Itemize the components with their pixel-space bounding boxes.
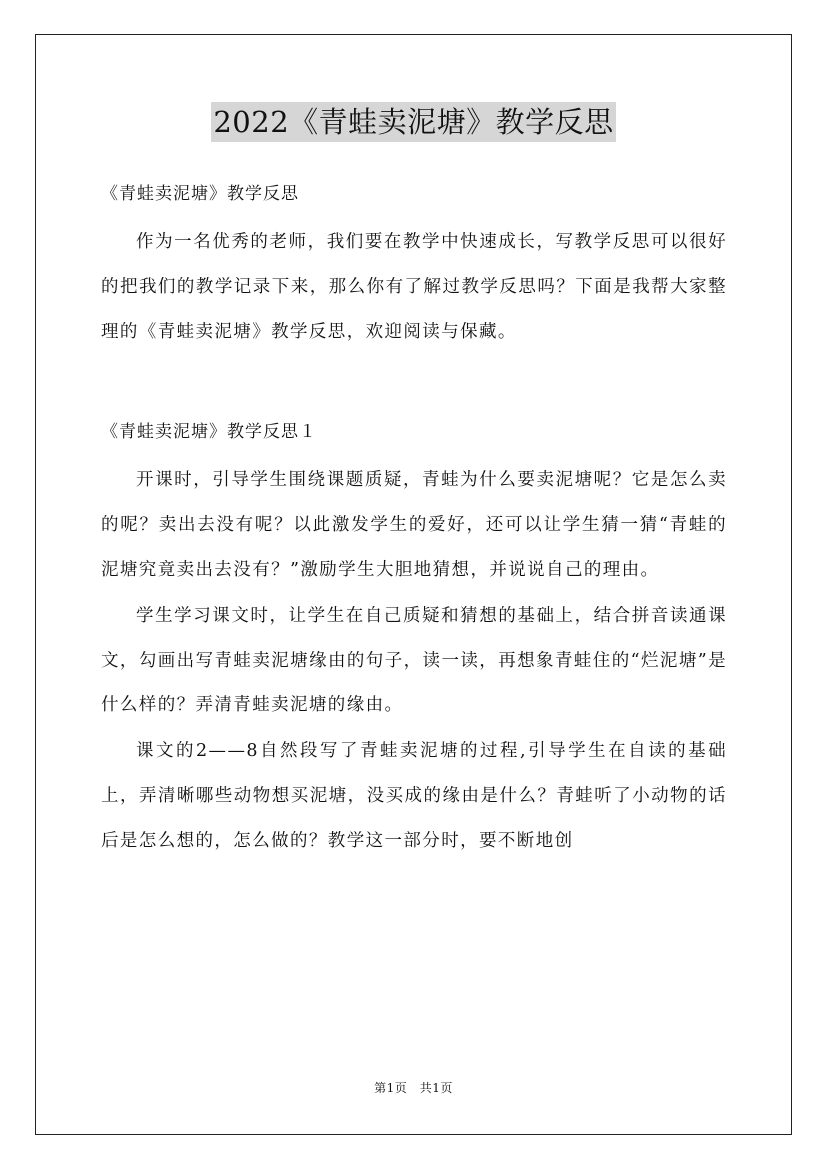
document-body: [101, 172, 727, 864]
intro-paragraph: 作为一名优秀的老师，我们要在教学中快速成长，写教学反思可以很好的把我们的教学记录下来，那么你有了解过教学反思吗？下面是我帮大家整理的《青蛙卖泥塘》教学反思，欢迎阅读与保藏。: [101, 232, 727, 342]
body-paragraph-2: 学生学习课文时，让学生在自己质疑和猜想的基础上，结合拼音读通课文，勾画出写青蛙卖泥塘缘由的句子，读一读，再想象青蛙住的“烂泥塘”是什么样的？弄清青蛙卖泥塘的缘由。: [101, 605, 727, 716]
page-footer: 第1页 共1页: [374, 1081, 453, 1095]
document-title: 2022《青蛙卖泥塘》教学反思: [211, 102, 615, 142]
section-heading: 《青蛙卖泥塘》教学反思１: [101, 422, 317, 443]
body-paragraph-1: 开课时，引导学生围绕课题质疑，青蛙为什么要卖泥塘呢？它是怎么卖的呢？卖出去没有呢？以此激发学生的爱好，还可以让学生猜一猜“青蛙的泥塘究竟卖出去没有？”激励学生大胆地猜想，并说说自己的理由。: [101, 470, 727, 580]
subheading: 《青蛙卖泥塘》教学反思: [101, 184, 299, 204]
body-paragraph-3: 课文的2——8自然段写了青蛙卖泥塘的过程,引导学生在自读的基础上，弄清晰哪些动物想买泥塘，没买成的缘由是什么？青蛙听了小动物的话后是怎么想的，怎么做的？教学这一部分时，要不断地创: [101, 741, 727, 851]
title-container: [0, 102, 827, 142]
